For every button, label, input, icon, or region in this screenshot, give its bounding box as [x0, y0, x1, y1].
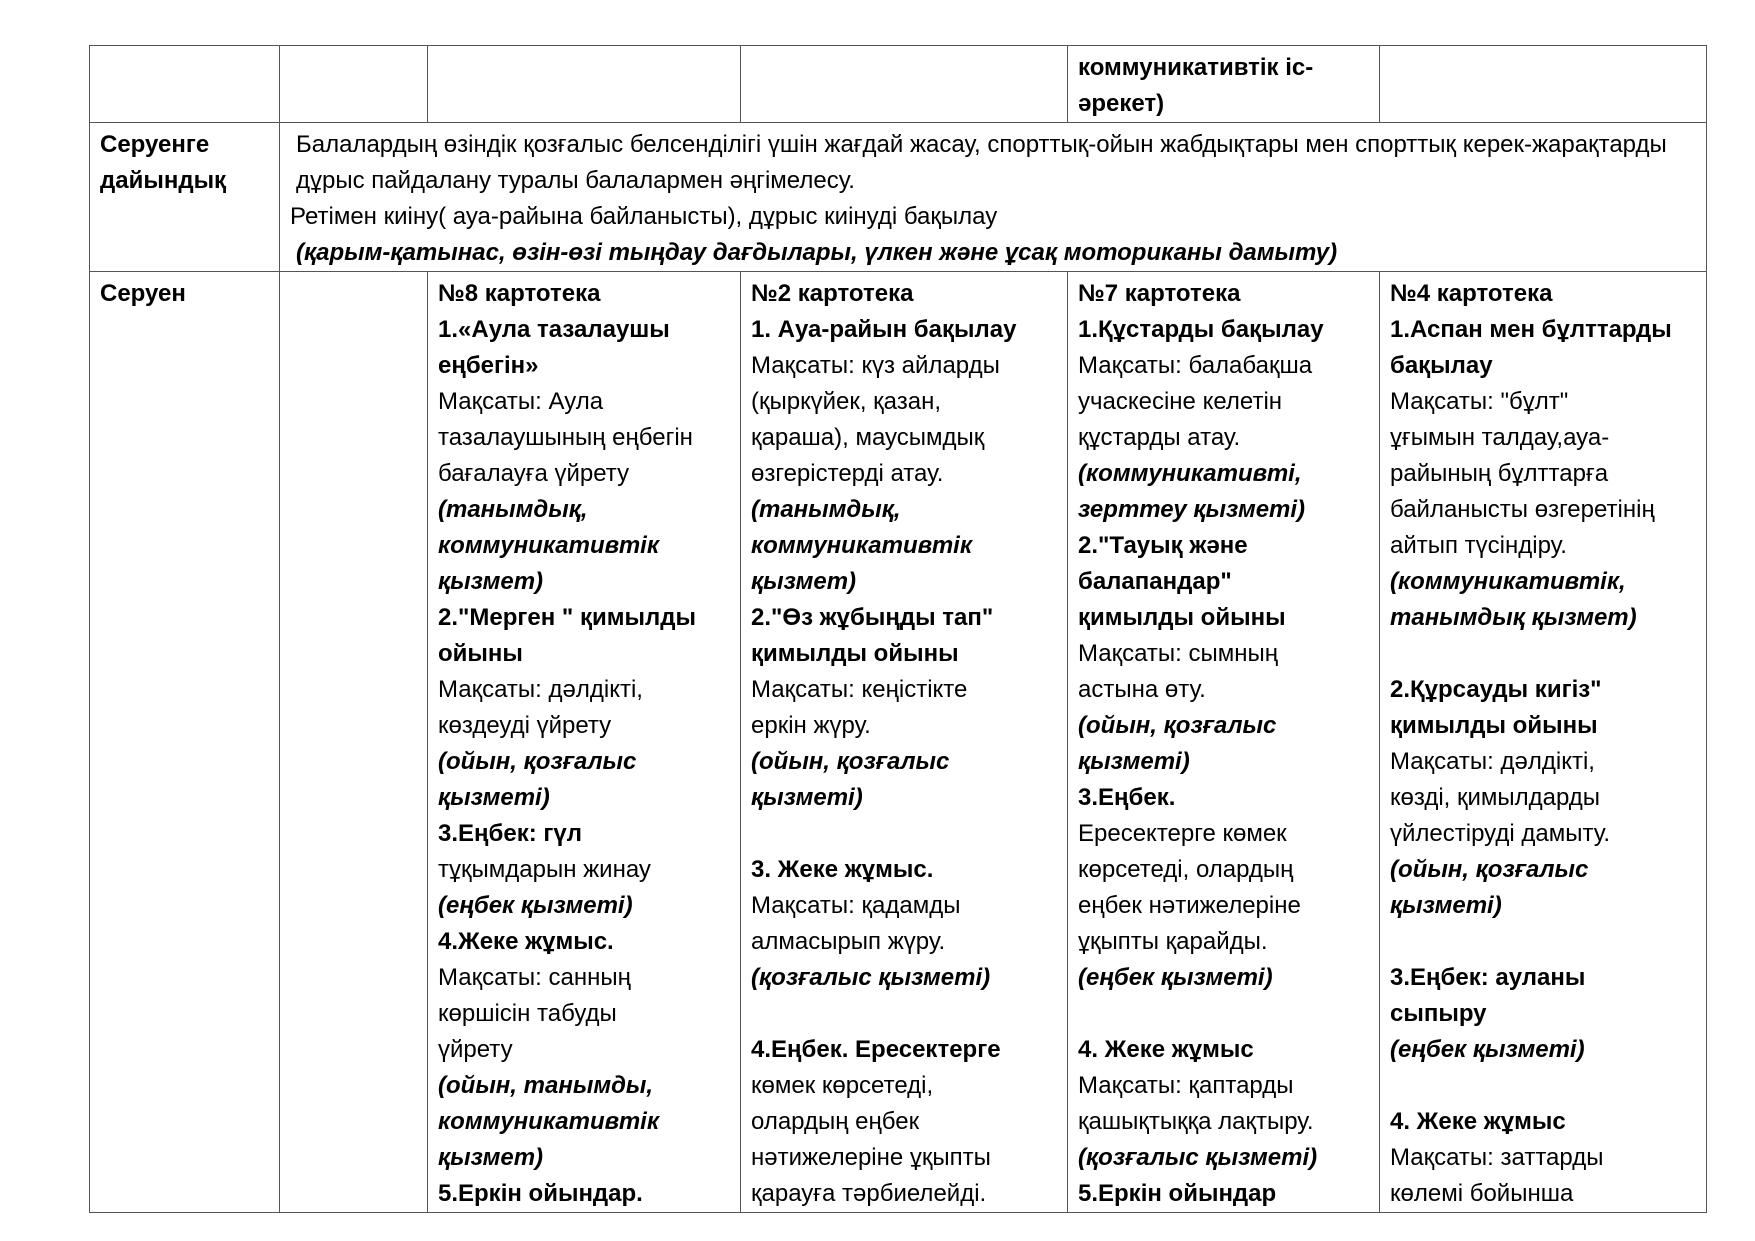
plan-line: қызметі)	[1078, 748, 1190, 775]
plan-line: Мақсаты: санның	[438, 964, 631, 991]
plan-line: №2 картотека	[751, 280, 914, 307]
plan-line: (танымдық,	[438, 496, 588, 523]
plan-line: Мақсаты: қадамды	[751, 892, 961, 919]
plan-line: 2."Тауық және	[1078, 532, 1248, 559]
plan-line: №7 картотека	[1078, 280, 1241, 307]
plan-line: (ойын, қозғалыс	[1078, 712, 1277, 739]
plan-line: 1.Құстарды бақылау	[1078, 316, 1324, 343]
cell-r1-c4	[741, 46, 1068, 123]
row-label-walk	[90, 272, 280, 1213]
plan-line: көлемі бойынша	[1390, 1180, 1574, 1207]
plan-line: 4.Еңбек. Ересектерге	[751, 1036, 1001, 1063]
plan-line: қызметі)	[751, 784, 863, 811]
walk-card-8	[428, 272, 741, 1213]
plan-line: тазалаушының еңбегін	[438, 424, 693, 451]
row-label-line-2: дайындық	[100, 167, 227, 194]
plan-line: еңбегін»	[438, 352, 539, 379]
plan-line: қимылды ойыны	[1390, 712, 1598, 739]
plan-line: 3.Еңбек: ауланы	[1390, 964, 1586, 991]
plan-line: қарауға тәрбиелейді.	[751, 1180, 987, 1207]
plan-line: 4. Жеке жұмыс	[1078, 1036, 1254, 1063]
cell-r1-c5	[1068, 46, 1380, 123]
plan-line: Ересектерге көмек	[1078, 820, 1287, 847]
plan-line: Мақсаты: "бұлт"	[1390, 388, 1569, 415]
table-row-walk	[90, 272, 1707, 1213]
plan-line: айтып түсіндіру.	[1390, 532, 1567, 559]
plan-line: қызметі)	[1390, 892, 1502, 919]
plan-line: үйрету	[438, 1036, 513, 1063]
table-row-walk-preparation	[90, 123, 1707, 272]
plan-line: (қозғалыс қызметі)	[751, 964, 991, 991]
walk-card-7	[1068, 272, 1380, 1213]
plan-line: (еңбек қызметі)	[1078, 964, 1273, 991]
plan-line: өзгерістерді атау.	[751, 460, 944, 487]
cell-r1-c1	[90, 46, 280, 123]
plan-line: №8 картотека	[438, 280, 601, 307]
plan-line: 4. Жеке жұмыс	[1390, 1108, 1566, 1135]
plan-line: 2."Өз жұбыңды тап"	[751, 604, 994, 631]
plan-line: Мақсаты: сымның	[1078, 640, 1279, 667]
plan-line: Мақсаты: Аула	[438, 388, 604, 415]
plan-line: (ойын, танымды,	[438, 1072, 654, 1099]
plan-line: құстарды атау.	[1078, 424, 1241, 451]
plan-line: олардың еңбек	[751, 1108, 920, 1135]
plan-line: №4 картотека	[1390, 280, 1553, 307]
table-row-continuation	[90, 46, 1707, 123]
plan-line: коммуникативтік	[438, 1108, 659, 1135]
cell-r1-c3	[428, 46, 741, 123]
plan-line: қашықтыққа лақтыру.	[1078, 1108, 1314, 1135]
plan-line	[1390, 636, 1696, 672]
row-label-walk-text: Серуен	[100, 280, 186, 307]
plan-line: 2."Мерген " қимылды	[438, 604, 696, 631]
plan-line: Мақсаты: күз айларды	[751, 352, 1000, 379]
plan-line: коммуникативтік	[751, 532, 972, 559]
plan-line: байланысты өзгеретінің	[1390, 496, 1655, 523]
plan-line: алмасырып жүру.	[751, 928, 946, 955]
walk-card-4	[1380, 272, 1707, 1213]
plan-line: қызмет)	[438, 568, 544, 595]
plan-line: (ойын, қозғалыс	[438, 748, 637, 775]
plan-line: райының бұлттарға	[1390, 460, 1609, 487]
continuation-line-1: коммуникативтік іс-	[1078, 54, 1314, 81]
cell-r1-c2	[280, 46, 428, 123]
plan-line: қимылды ойыны	[1078, 604, 1286, 631]
plan-line: сыпыру	[1390, 1000, 1487, 1027]
plan-line: бақылау	[1390, 352, 1493, 379]
plan-line: еңбек нәтижелеріне	[1078, 892, 1301, 919]
plan-line: (қыркүйек, қазан,	[751, 388, 942, 415]
plan-line: зерттеу қызметі)	[1078, 496, 1306, 523]
row-label-walk-preparation	[90, 123, 280, 272]
plan-line: астына өту.	[1078, 676, 1206, 703]
plan-line: тұқымдарын жинау	[438, 856, 651, 883]
preparation-skills: (қарым-қатынас, өзін-өзі тыңдау дағдылары, үлкен және ұсақ моториканы дамыту)	[296, 239, 1338, 266]
plan-line: қараша), маусымдық	[751, 424, 985, 451]
plan-line	[1390, 1068, 1696, 1104]
plan-line: көмек көрсетеді,	[751, 1072, 934, 1099]
plan-line: Мақсаты: балабақша	[1078, 352, 1313, 379]
plan-line: ұғымын талдау,ауа-	[1390, 424, 1610, 451]
plan-line: ойыны	[438, 640, 523, 667]
plan-line: 1. Ауа-райын бақылау	[751, 316, 1017, 343]
walk-preparation-text	[280, 123, 1707, 272]
plan-line: 2.Құрсауды кигіз"	[1390, 676, 1602, 703]
plan-line: қызмет)	[751, 568, 857, 595]
plan-line: 3. Жеке жұмыс.	[751, 856, 934, 883]
plan-line: көршісін табуды	[438, 1000, 617, 1027]
plan-line: нәтижелеріне ұқыпты	[751, 1144, 991, 1171]
plan-line: Мақсаты: дәлдікті,	[438, 676, 643, 703]
plan-line: бағалауға үйрету	[438, 460, 630, 487]
plan-line: 4.Жеке жұмыс.	[438, 928, 614, 955]
plan-line: (еңбек қызметі)	[1390, 1036, 1585, 1063]
plan-line: (коммуникативтік,	[1390, 568, 1626, 595]
plan-line	[751, 816, 1057, 852]
plan-line: көрсетеді, олардың	[1078, 856, 1294, 883]
plan-line	[1390, 924, 1696, 960]
plan-line: (қозғалыс қызметі)	[1078, 1144, 1318, 1171]
preparation-paragraph: Балалардың өзіндік қозғалыс белсенділігі үшін жағдай жасау, спорттық-ойын жабдықтары мен спорттық керек-жарақтарды дұрыс пайдалану туралы балалармен әңгімелесу.	[296, 131, 1667, 194]
plan-line	[751, 996, 1057, 1032]
plan-table	[89, 45, 1707, 1213]
cell-r1-c6	[1380, 46, 1707, 123]
row-label-line-1: Серуенге	[100, 131, 210, 158]
plan-line: 3.Еңбек: гүл	[438, 820, 582, 847]
plan-line: (ойын, қозғалыс	[751, 748, 950, 775]
plan-line: (ойын, қозғалыс	[1390, 856, 1589, 883]
plan-line: 1.«Аула тазалаушы	[438, 316, 670, 343]
plan-line: еркін жүру.	[751, 712, 871, 739]
plan-line: танымдық қызмет)	[1390, 604, 1637, 631]
plan-line: көзді, қимылдарды	[1390, 784, 1601, 811]
plan-line: (танымдық,	[751, 496, 901, 523]
plan-line: 3.Еңбек.	[1078, 784, 1176, 811]
walk-card-2	[741, 272, 1068, 1213]
plan-line: қимылды ойыны	[751, 640, 959, 667]
plan-line: қызмет)	[438, 1144, 544, 1171]
plan-line: ұқыпты қарайды.	[1078, 928, 1268, 955]
plan-line: Мақсаты: қаптарды	[1078, 1072, 1294, 1099]
plan-line: Мақсаты: кеңістікте	[751, 676, 968, 703]
preparation-dressing: Ретімен киіну( ауа-райына байланысты), дұрыс киінуді бақылау	[290, 203, 998, 230]
plan-line: Мақсаты: дәлдікті,	[1390, 748, 1595, 775]
plan-line: үйлестіруді дамыту.	[1390, 820, 1610, 847]
plan-line: учаскесіне келетін	[1078, 388, 1283, 415]
plan-line	[1078, 996, 1369, 1032]
plan-line: 5.Еркін ойындар.	[438, 1180, 643, 1207]
plan-line: қызметі)	[438, 784, 550, 811]
plan-line: коммуникативтік	[438, 532, 659, 559]
plan-line: көздеуді үйрету	[438, 712, 612, 739]
plan-line: 5.Еркін ойындар	[1078, 1180, 1277, 1207]
plan-line: 1.Аспан мен бұлттарды	[1390, 316, 1672, 343]
plan-line: (еңбек қызметі)	[438, 892, 633, 919]
plan-line: (коммуникативті,	[1078, 460, 1302, 487]
plan-line: Мақсаты: заттарды	[1390, 1144, 1604, 1171]
plan-line: балапандар"	[1078, 568, 1232, 595]
continuation-line-2: әрекет)	[1078, 90, 1165, 117]
cell-r3-c2	[280, 272, 428, 1213]
